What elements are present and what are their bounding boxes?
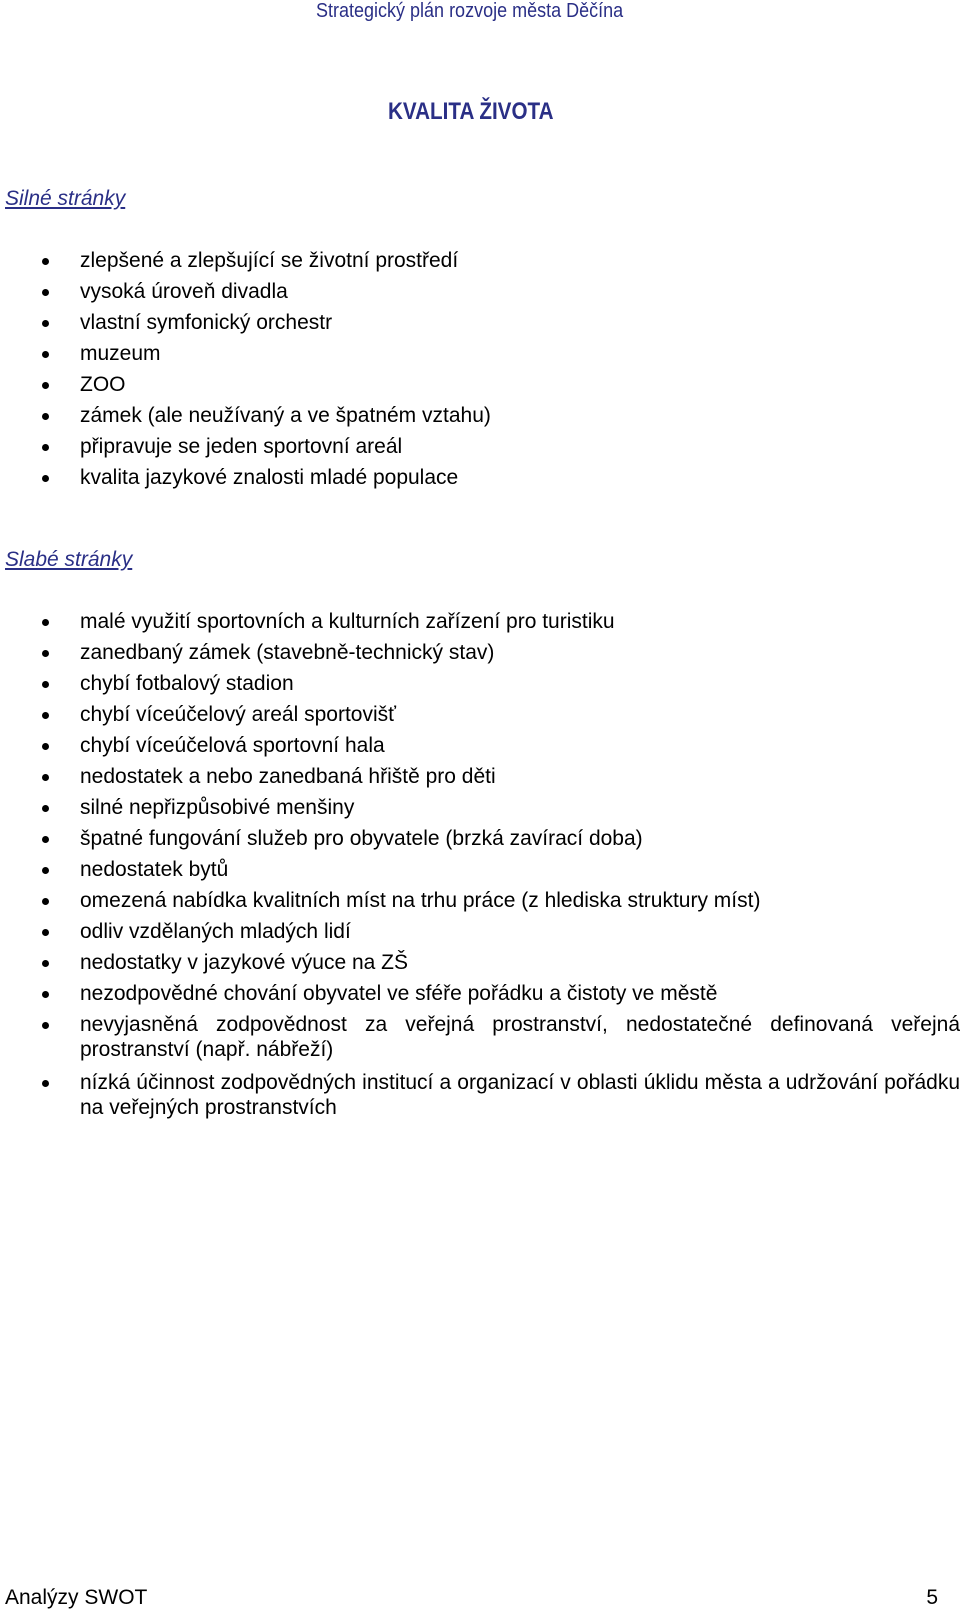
list-item [0,372,960,397]
list-item [0,950,960,975]
page-number: 5 [926,1586,938,1609]
list-item-text: vysoká úroveň divadla [80,280,288,303]
list-item-text: špatné fungování služeb pro obyvatele (brzká zavírací doba) [80,827,643,850]
bullet-icon [42,475,49,482]
bullet-icon [42,929,49,936]
list-item [0,310,960,335]
bullet-icon [42,991,49,998]
list-item-text: zanedbaný zámek (stavebně-technický stav) [80,641,495,664]
running-header: Strategický plán rozvoje města Děčína [316,0,624,22]
bullet-icon [42,867,49,874]
list-item-text: odliv vzdělaných mladých lidí [80,920,351,943]
list-item-text: zlepšené a zlepšující se životní prostředí [80,249,459,272]
bullet-icon [42,712,49,719]
list-item [0,403,960,428]
bullet-icon [42,351,49,358]
list-item-text: připravuje se jeden sportovní areál [80,435,403,458]
list-item [0,434,960,459]
list-item [0,888,960,913]
list-item [0,826,960,851]
list-item [0,279,960,304]
list-item [0,795,960,820]
list-item-text: nedostatek a nebo zanedbaná hřiště pro děti [80,765,496,788]
list-item [0,981,960,1006]
bullet-icon [42,444,49,451]
list-item [0,764,960,789]
footer-section-name: Analýzy SWOT [5,1586,148,1609]
list-item-text: ZOO [80,373,126,396]
list-item-text: nízká účinnost zodpovědných institucí a organizací v oblasti úklidu města a udržování pořádku na veřejných prostranstvích [80,1071,960,1119]
weaknesses-heading: Slabé stránky [5,548,133,571]
bullet-icon [42,619,49,626]
list-item [0,671,960,696]
bullet-icon [42,320,49,327]
list-item-text: chybí fotbalový stadion [80,672,294,695]
list-item-text: silné nepřizpůsobivé menšiny [80,796,355,819]
list-item-text: nedostatky v jazykové výuce na ZŠ [80,951,408,974]
weaknesses-list [0,609,960,1128]
bullet-icon [42,289,49,296]
bullet-icon [42,413,49,420]
bullet-icon [42,774,49,781]
list-item-text: kvalita jazykové znalosti mladé populace [80,466,459,489]
strengths-list [0,248,960,496]
bullet-icon [42,836,49,843]
bullet-icon [42,743,49,750]
bullet-icon [42,898,49,905]
bullet-icon [42,650,49,657]
list-item-text: nezodpovědné chování obyvatel ve sféře pořádku a čistoty ve městě [80,982,718,1005]
bullet-icon [42,382,49,389]
list-item-text: chybí víceúčelová sportovní hala [80,734,385,757]
list-item-text: chybí víceúčelový areál sportovišť [80,703,397,726]
list-item-text: malé využití sportovních a kulturních zařízení pro turistiku [80,610,615,633]
list-item [0,248,960,273]
bullet-icon [42,960,49,967]
page-title: KVALITA ŽIVOTA [388,98,554,125]
list-item-text: omezená nabídka kvalitních míst na trhu práce (z hlediska struktury míst) [80,889,761,912]
list-item-text: nedostatek bytů [80,858,229,881]
list-item [0,465,960,490]
bullet-icon [42,805,49,812]
list-item [0,1070,960,1120]
list-item [0,1012,960,1062]
bullet-icon [42,681,49,688]
list-item [0,919,960,944]
bullet-icon [42,258,49,265]
list-item [0,640,960,665]
list-item-text: vlastní symfonický orchestr [80,311,333,334]
list-item-text: zámek (ale neužívaný a ve špatném vztahu) [80,404,491,427]
strengths-heading: Silné stránky [5,187,126,210]
list-item [0,341,960,366]
list-item-text: muzeum [80,342,161,365]
list-item [0,733,960,758]
list-item [0,857,960,882]
list-item [0,609,960,634]
list-item [0,702,960,727]
list-item-text: nevyjasněná zodpovědnost za veřejná prostranství, nedostatečné definovaná veřejná prostranství (např. nábřeží) [80,1013,960,1061]
bullet-icon [42,1022,49,1029]
bullet-icon [42,1080,49,1087]
